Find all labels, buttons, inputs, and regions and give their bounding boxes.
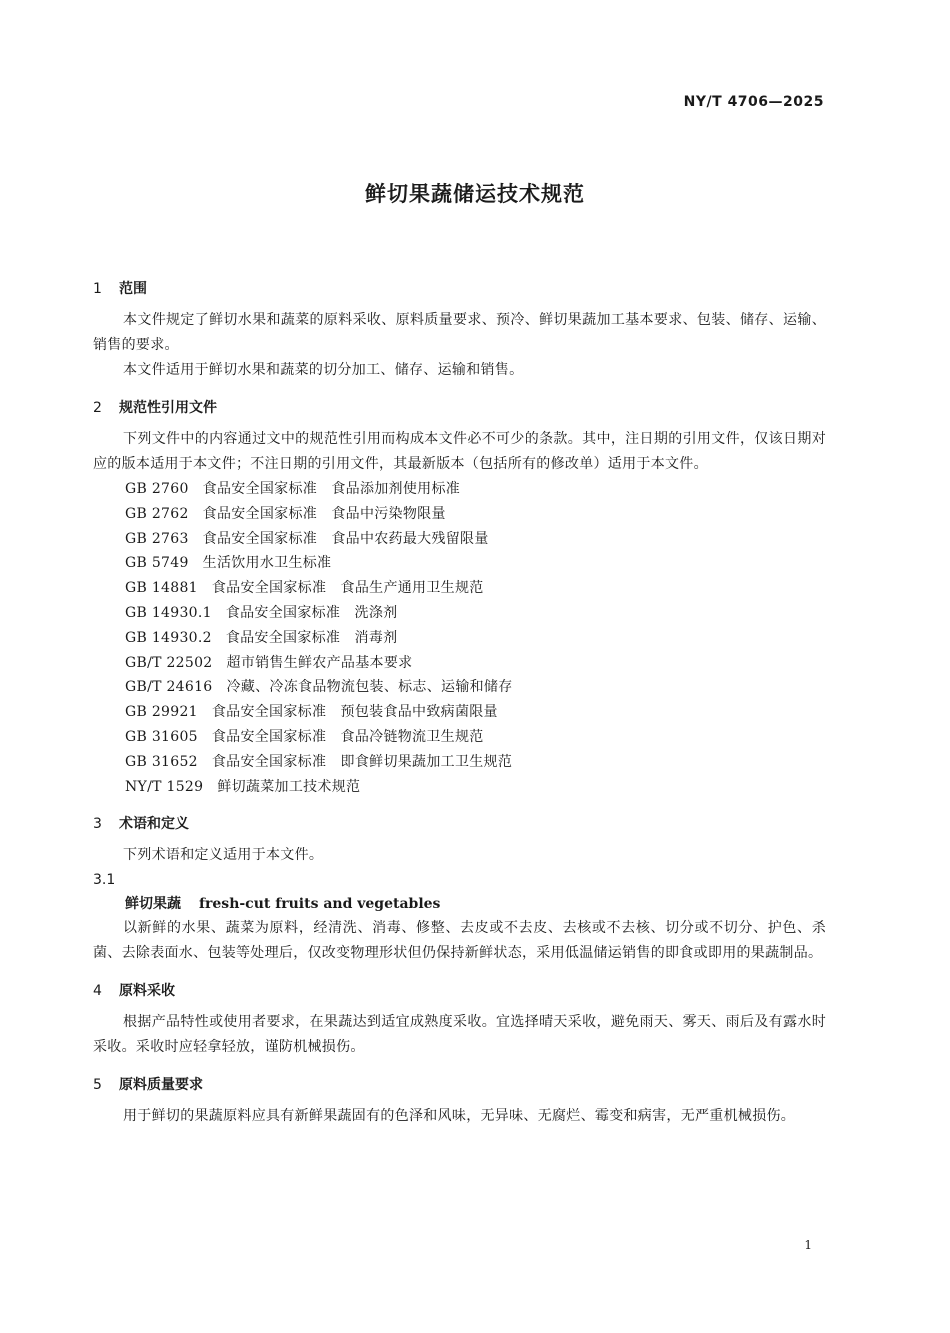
reference-item xyxy=(93,477,826,502)
section-number: 1 xyxy=(93,281,102,297)
reference-title: 鲜切蔬菜加工技术规范 xyxy=(217,778,361,795)
reference-title: 超市销售生鲜农产品基本要求 xyxy=(226,654,413,671)
normative-reference-list xyxy=(93,477,826,799)
reference-title: 食品安全国家标准 食品中污染物限量 xyxy=(202,505,446,522)
section-5-paragraph-1: 用于鲜切的果蔬原料应具有新鲜果蔬固有的色泽和风味，无异味、无腐烂、霉变和病害，无严重机械损伤。 xyxy=(123,1108,796,1125)
reference-title: 食品安全国家标准 食品冷链物流卫生规范 xyxy=(211,728,484,745)
standard-code: NY/T 4706—2025 xyxy=(683,94,824,110)
reference-title: 食品安全国家标准 消毒剂 xyxy=(225,629,398,646)
reference-item xyxy=(93,551,826,576)
section-title: 原料采收 xyxy=(119,983,175,1000)
section-4-paragraph-1: 根据产品特性或使用者要求，在果蔬达到适宜成熟度采收。宜选择晴天采收，避免雨天、雾天、雨后及有露水时采收。采收时应轻拿轻放，谨防机械损伤。 xyxy=(93,1014,826,1056)
reference-code: GB 14930.2 xyxy=(125,629,212,646)
section-title: 范围 xyxy=(119,281,147,297)
section-number: 4 xyxy=(93,983,102,1000)
page-number: 1 xyxy=(804,1238,812,1252)
reference-title: 食品安全国家标准 食品生产通用卫生规范 xyxy=(211,580,484,597)
reference-item xyxy=(93,675,826,700)
term-name-en: fresh-cut fruits and vegetables xyxy=(199,896,441,913)
reference-item xyxy=(93,725,826,750)
reference-title: 冷藏、冷冻食品物流包装、标志、运输和储存 xyxy=(226,679,513,696)
document-title: 鲜切果蔬储运技术规范 xyxy=(365,182,585,206)
reference-item xyxy=(93,527,826,552)
reference-title: 食品安全国家标准 食品中农药最大残留限量 xyxy=(202,530,489,547)
section-title: 规范性引用文件 xyxy=(119,400,217,416)
section-3-paragraph-1: 下列术语和定义适用于本文件。 xyxy=(123,847,324,864)
document-body xyxy=(93,278,826,1129)
section-number: 5 xyxy=(93,1077,102,1094)
reference-code: GB/T 24616 xyxy=(125,679,213,696)
reference-code: NY/T 1529 xyxy=(125,778,204,795)
section-5-heading xyxy=(93,1074,826,1096)
reference-item xyxy=(93,700,826,725)
term-number: 3.1 xyxy=(93,872,116,889)
reference-code: GB 31605 xyxy=(125,728,198,745)
section-title: 原料质量要求 xyxy=(119,1077,203,1094)
reference-title: 食品安全国家标准 预包装食品中致病菌限量 xyxy=(211,704,498,721)
section-1-heading xyxy=(93,278,826,300)
section-1-paragraph-1: 本文件规定了鲜切水果和蔬菜的原料采收、原料质量要求、预冷、鲜切果蔬加工基本要求、包装、储存、运输、销售的要求。 xyxy=(93,312,826,353)
reference-code: GB 5749 xyxy=(125,555,189,572)
reference-code: GB 29921 xyxy=(125,704,198,721)
reference-title: 生活饮用水卫生标准 xyxy=(202,555,332,572)
reference-code: GB 2762 xyxy=(125,505,189,522)
section-title: 术语和定义 xyxy=(119,816,189,833)
reference-title: 食品安全国家标准 食品添加剂使用标准 xyxy=(202,481,461,497)
reference-item xyxy=(93,651,826,676)
section-2-paragraph-1: 下列文件中的内容通过文中的规范性引用而构成本文件必不可少的条款。其中，注日期的引用文件，仅该日期对应的版本适用于本文件；不注日期的引用文件，其最新版本（包括所有的修改单）适用于本文件。 xyxy=(93,431,826,472)
term-name-zh: 鲜切果蔬 xyxy=(125,896,181,913)
reference-item xyxy=(93,750,826,775)
section-3-heading xyxy=(93,813,826,835)
section-4-heading xyxy=(93,980,826,1002)
section-number: 2 xyxy=(93,400,102,416)
reference-code: GB 14930.1 xyxy=(125,604,212,621)
term-name xyxy=(93,892,826,916)
section-1-paragraph-2: 本文件适用于鲜切水果和蔬菜的切分加工、储存、运输和销售。 xyxy=(123,362,524,378)
reference-item xyxy=(93,626,826,651)
reference-code: GB 2763 xyxy=(125,530,189,547)
reference-code: GB 31652 xyxy=(125,753,198,770)
reference-item xyxy=(93,502,826,527)
reference-title: 食品安全国家标准 洗涤剂 xyxy=(225,604,398,621)
term-definition: 以新鲜的水果、蔬菜为原料，经清洗、消毒、修整、去皮或不去皮、去核或不去核、切分或不切分、护色、杀菌、去除表面水、包装等处理后，仅改变物理形状但仍保持新鲜状态，采用低温储运销售的即食或即用的果蔬制品。 xyxy=(93,920,826,962)
reference-code: GB 2760 xyxy=(125,481,189,497)
section-2-heading xyxy=(93,397,826,419)
reference-item xyxy=(93,601,826,626)
reference-code: GB/T 22502 xyxy=(125,654,213,671)
reference-item xyxy=(93,576,826,601)
reference-code: GB 14881 xyxy=(125,580,198,597)
reference-item xyxy=(93,775,826,800)
section-number: 3 xyxy=(93,816,102,833)
reference-title: 食品安全国家标准 即食鲜切果蔬加工卫生规范 xyxy=(211,753,513,770)
